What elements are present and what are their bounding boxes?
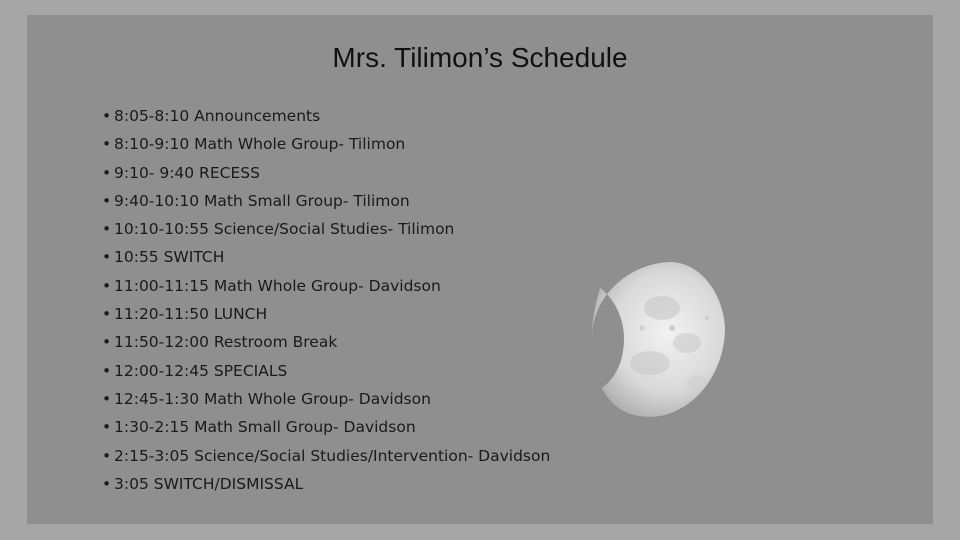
bullet-icon: •	[102, 418, 112, 437]
schedule-item-text: 12:45-1:30 Math Whole Group- Davidson	[114, 389, 431, 408]
schedule-item	[102, 442, 550, 470]
bullet-icon: •	[102, 305, 112, 324]
schedule-item	[102, 470, 550, 498]
bullet-icon: •	[102, 333, 112, 352]
bullet-icon: •	[102, 276, 112, 295]
bullet-icon: •	[102, 361, 112, 380]
schedule-item	[102, 385, 550, 413]
schedule-item	[102, 357, 550, 385]
schedule-item-text: 8:05-8:10 Announcements	[114, 107, 321, 125]
schedule-item-text: 10:10-10:55 Science/Social Studies- Tilimon	[114, 220, 455, 239]
schedule-item	[102, 187, 550, 215]
bullet-icon: •	[102, 248, 112, 267]
schedule-item	[102, 300, 550, 328]
schedule-item-text: 10:55 SWITCH	[114, 248, 225, 267]
bullet-icon: •	[102, 389, 112, 408]
schedule-item-text: 11:50-12:00 Restroom Break	[114, 333, 338, 352]
schedule-item	[102, 328, 550, 356]
page-title: Mrs. Tilimon’s Schedule	[332, 42, 628, 73]
schedule-item-text: 9:10- 9:40 RECESS	[114, 163, 260, 182]
schedule-item-text: 11:00-11:15 Math Whole Group- Davidson	[114, 276, 441, 295]
schedule-item-text: 2:15-3:05 Science/Social Studies/Intervention- Davidson	[114, 446, 551, 465]
bullet-icon: •	[102, 107, 112, 125]
schedule-item-text: 1:30-2:15 Math Small Group- Davidson	[114, 418, 416, 437]
schedule-item-text: 3:05 SWITCH/DISMISSAL	[114, 474, 304, 493]
schedule-item	[102, 413, 550, 441]
schedule-item	[102, 215, 550, 243]
schedule-item-text: 9:40-10:10 Math Small Group- Tilimon	[114, 191, 410, 210]
schedule-item-text: 8:10-9:10 Math Whole Group- Tilimon	[114, 135, 406, 154]
bullet-icon: •	[102, 474, 112, 493]
schedule-item	[102, 159, 550, 187]
bullet-icon: •	[102, 135, 112, 154]
moon-image	[572, 258, 727, 423]
schedule-item-text: 12:00-12:45 SPECIALS	[114, 361, 288, 380]
schedule-item	[102, 243, 550, 271]
bullet-icon: •	[102, 220, 112, 239]
schedule-item-text: 11:20-11:50 LUNCH	[114, 305, 268, 324]
schedule-item	[102, 130, 550, 158]
bullet-icon: •	[102, 191, 112, 210]
schedule-item	[102, 272, 550, 300]
schedule-item	[102, 102, 550, 130]
bullet-icon: •	[102, 163, 112, 182]
slide	[27, 15, 933, 524]
bullet-icon: •	[102, 446, 112, 465]
schedule-list	[102, 102, 550, 498]
